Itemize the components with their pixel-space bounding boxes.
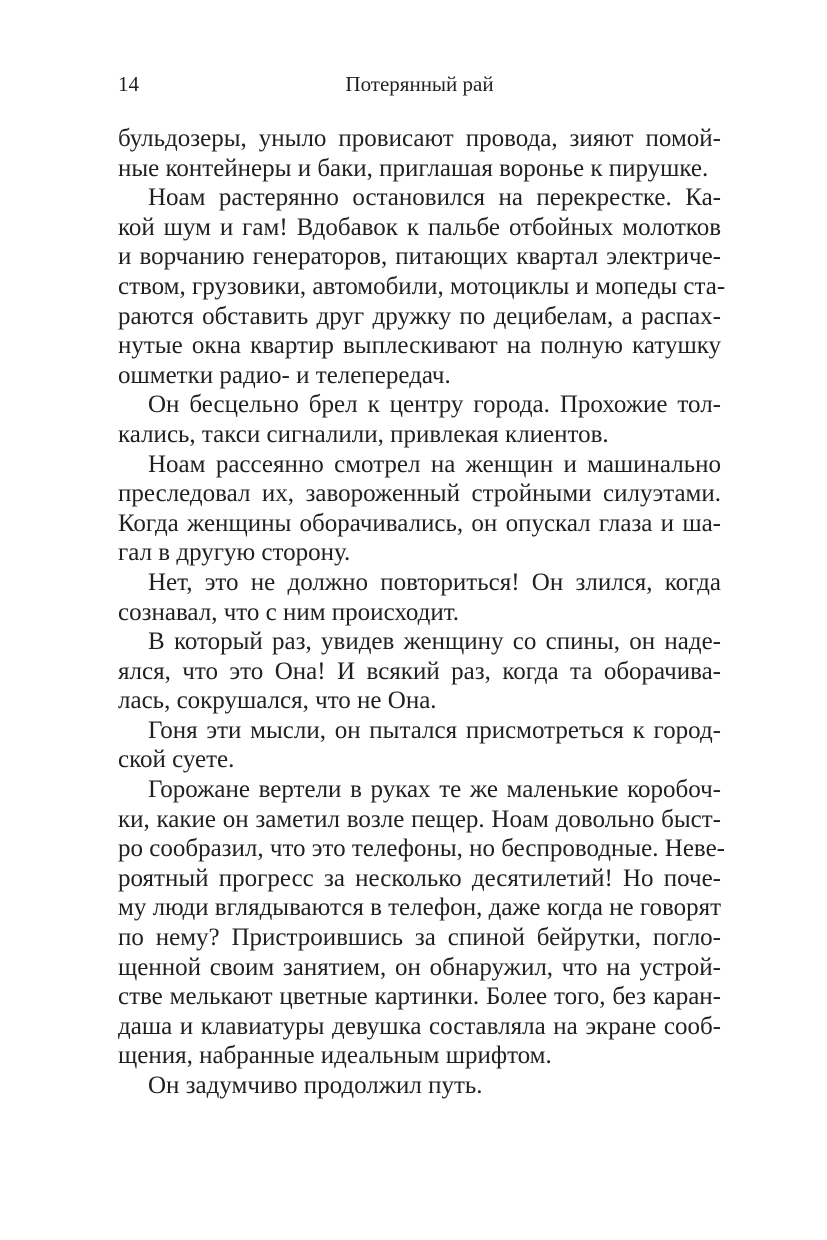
text-line: Когда женщины оборачивались, он опускал глаза и ша- — [118, 509, 721, 537]
text-line: щенной своим занятием, он обнаружил, что на устрой- — [118, 953, 721, 981]
text-line: Ноам растерянно остановился на перекрестке. Ка- — [148, 184, 721, 212]
text-line: Он бесцельно брел к центру города. Прохожие тол- — [148, 391, 721, 419]
text-line: ные контейнеры и баки, приглашая воронье к пирушке. — [118, 154, 709, 182]
text-line: ялся, что это Она! И всякий раз, когда та оборачива- — [118, 657, 721, 685]
text-line: даша и клавиатуры девушка составляла на экране сооб- — [118, 1012, 721, 1040]
page-number: 14 — [118, 72, 139, 96]
text-line: Горожане вертели в руках те же маленькие коробоч- — [148, 776, 721, 804]
text-line: Ноам рассеянно смотрел на женщин и машинально — [148, 450, 721, 478]
body-text — [118, 124, 726, 1101]
text-line: бульдозеры, уныло провисают провода, зияют помой- — [118, 125, 721, 152]
text-line: кались, такси сигналили, привлекая клиентов. — [118, 420, 609, 448]
running-title: Потерянный рай — [345, 72, 494, 96]
text-line: нутые окна квартир выплескивают на полную катушку — [118, 332, 721, 360]
text-line: му люди вглядываются в телефон, даже когда не говорят — [118, 894, 722, 922]
text-line: гал в другую сторону. — [118, 539, 351, 567]
text-line: раются обставить друг дружку по децибелам, а распах- — [118, 302, 721, 330]
page-header — [118, 72, 721, 102]
text-line: Он задумчиво продолжил путь. — [148, 1072, 483, 1099]
text-line: Гоня эти мысли, он пытался присмотреться к город- — [148, 716, 721, 744]
text-line: кой шум и гам! Вдобавок к пальбе отбойных молотков — [118, 213, 721, 241]
text-line: стве мелькают цветные картинки. Более того, без каран- — [118, 983, 721, 1011]
text-line: преследовал их, завороженный стройными силуэтами. — [118, 480, 721, 508]
text-line: ошметки радио- и телепередач. — [118, 361, 451, 389]
text-line: лась, сокрушался, что не Она. — [118, 687, 437, 715]
text-line: щения, набранные идеальным шрифтом. — [118, 1042, 552, 1070]
text-line: Нет, это не должно повториться! Он злился, когда — [148, 568, 721, 596]
text-line: роятный прогресс за несколько десятилетий! Но поче- — [118, 864, 721, 892]
text-line: В который раз, увидев женщину со спины, он наде- — [148, 628, 721, 656]
text-line: и ворчанию генераторов, питающих квартал электриче- — [118, 243, 721, 271]
text-line: ро сообразил, что это телефоны, но беспроводные. Неве- — [118, 835, 726, 863]
text-line: по нему? Пристроившись за спиной бейрутки, погло- — [118, 924, 721, 952]
text-line: ской суете. — [118, 746, 235, 774]
text-line: ки, какие он заметил возле пещер. Ноам довольно быст- — [118, 805, 721, 833]
text-line: ством, грузовики, автомобили, мотоциклы и мопеды ста- — [118, 272, 726, 300]
text-line: сознавал, что с ним происходит. — [118, 598, 460, 626]
